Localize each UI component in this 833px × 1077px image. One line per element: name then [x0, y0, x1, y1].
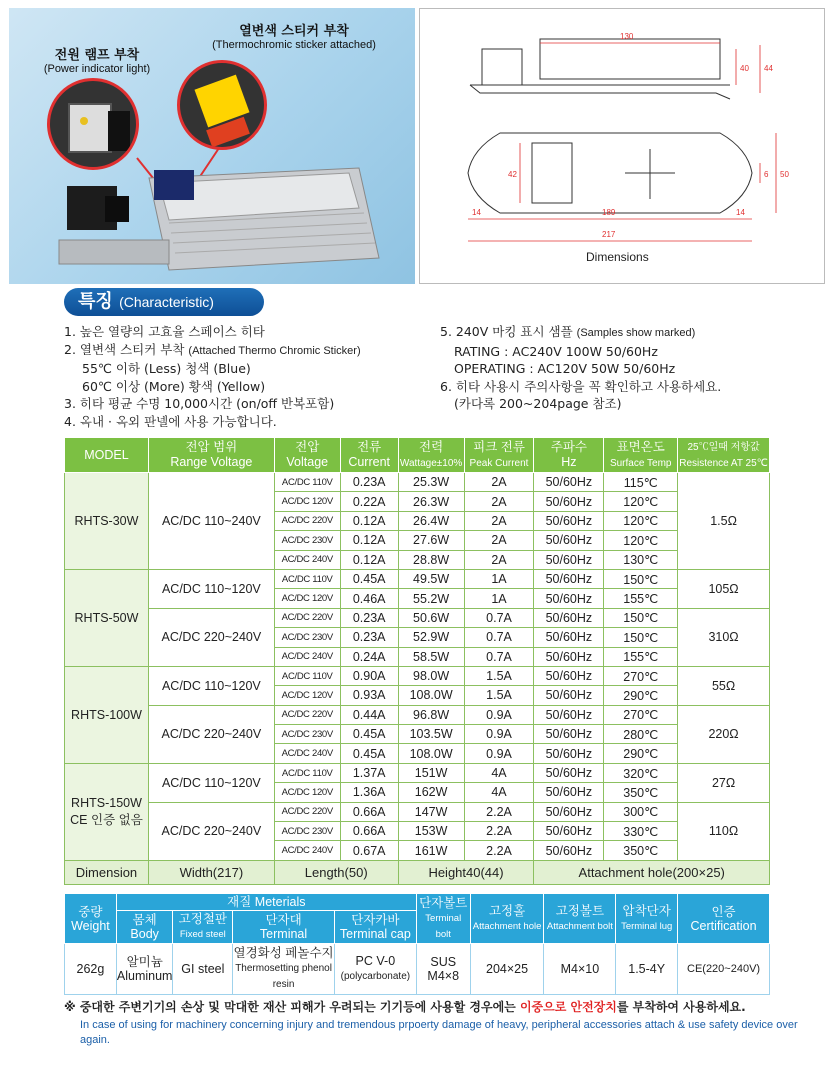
feature-5a: RATING : AC240V 100W 50/60Hz	[454, 343, 658, 359]
dim-14a: 14	[472, 208, 481, 217]
feature-6a: (카다록 200~204page 참조)	[454, 396, 622, 411]
features-right	[440, 323, 820, 413]
dimension-row: Dimension Width(217) Length(50) Height40(44) Attachment hole(200×25)	[65, 860, 770, 884]
table-row: AC/DC 120V 0.93A 108.0W 1.5A 50/60Hz 290℃	[65, 686, 770, 705]
sticker-label: 열변색 스티커 부착 (Thermochromic sticker attached)	[212, 24, 376, 51]
table-row: AC/DC 230V 0.45A 103.5W 0.9A 50/60Hz 280℃	[65, 725, 770, 744]
table-row: AC/DC 230V 0.12A 27.6W 2A 50/60Hz 120℃	[65, 531, 770, 550]
dim-44: 44	[764, 64, 773, 73]
feature-4: 4. 옥내 · 옥외 판넬에 사용 가능합니다.	[64, 413, 277, 429]
table-row: AC/DC 230V 0.23A 52.9W 0.7A 50/60Hz 150℃	[65, 628, 770, 647]
table-row: AC/DC 120V 0.22A 26.3W 2A 50/60Hz 120℃	[65, 492, 770, 511]
characteristic-title: 특징 (Characteristic)	[64, 288, 264, 316]
table-row: AC/DC 240V 0.45A 108.0W 0.9A 50/60Hz 290℃	[65, 744, 770, 763]
feature-2b: 60℃ 이상 (More) 황색 (Yellow)	[82, 378, 266, 394]
feature-2: 2. 열변색 스티커 부착 (Attached Thermo Chromic Sticker)	[64, 341, 361, 357]
warning-note: ※ 중대한 주변기기의 손상 및 막대한 재산 피해가 우려되는 기기등에 사용할 경우에는 이중으로 안전장치를 부착하여 사용하세요.	[64, 1000, 746, 1014]
table-row: RHTS-150W CE 인증 없음 AC/DC 110~120V AC/DC 110V 1.37A 151W 4A 50/60Hz 320℃ 27Ω	[65, 763, 770, 782]
dim-130: 130	[620, 32, 634, 41]
table-row: AC/DC 220V 0.12A 26.4W 2A 50/60Hz 120℃	[65, 511, 770, 530]
table-row: RHTS-100W AC/DC 110~120V AC/DC 110V 0.90A 98.0W 1.5A 50/60Hz 270℃ 55Ω	[65, 666, 770, 685]
dim-217: 217	[602, 230, 616, 239]
spec-table	[64, 437, 770, 885]
table-row: AC/DC 240V 0.24A 58.5W 0.7A 50/60Hz 155℃	[65, 647, 770, 666]
dim-50: 50	[780, 170, 789, 179]
lamp-label: 전원 램프 부착 (Power indicator light)	[43, 48, 151, 75]
feature-2a: 55℃ 이하 (Less) 청색 (Blue)	[82, 361, 251, 376]
materials-values: 262g 알미늄 Aluminum GI steel 열경화성 페놀수지 Thermosetting phenol resin PC V-0 (polycarbonate) SUS M4×8 204×25 M4×10 1.5-4Y CE(220~240V)	[65, 944, 770, 995]
dimensions-svg	[420, 9, 826, 285]
table-row: AC/DC 240V 0.67A 161W 2.2A 50/60Hz 350℃	[65, 841, 770, 860]
spec-header: MODEL 전압 범위 Range Voltage 전압 Voltage 전류 Current 전력 Wattage±10% 피크 전류 Peak Current 주파수 Hz 표면온도 Surface Temp 25℃일때 저항값 Resistence AT 25℃	[65, 438, 770, 473]
dim-189: 189	[602, 208, 616, 217]
materials-table	[64, 893, 770, 995]
table-row: RHTS-50W AC/DC 110~120V AC/DC 110V 0.45A 49.5W 1A 50/60Hz 150℃ 105Ω	[65, 569, 770, 588]
table-row: AC/DC 120V 0.46A 55.2W 1A 50/60Hz 155℃	[65, 589, 770, 608]
table-row: AC/DC 220~240V AC/DC 220V 0.66A 147W 2.2A 50/60Hz 300℃ 110Ω	[65, 802, 770, 821]
dim-6: 6	[764, 170, 769, 179]
dimensions-caption: Dimensions	[586, 250, 649, 264]
table-row: RHTS-30W AC/DC 110~240V AC/DC 110V 0.23A 25.3W 2A 50/60Hz 115℃ 1.5Ω	[65, 473, 770, 492]
feature-6: 6. 히타 사용시 주의사항을 꼭 확인하고 사용하세요.	[440, 378, 722, 394]
dimensions-drawing	[419, 8, 825, 284]
dim-42: 42	[508, 170, 517, 179]
materials-header-2: 몸체 Body 고정철판 Fixed steel 단자대 Terminal 단자카바 Terminal cap	[65, 911, 770, 944]
warning-note-en: In case of using for machinery concerning injury and tremendous prpoerty damage of heavy, peripheral accessories attach & use safety device over again.	[80, 1019, 798, 1046]
table-row: AC/DC 120V 1.36A 162W 4A 50/60Hz 350℃	[65, 783, 770, 802]
feature-3: 3. 히타 평균 수명 10,000시간 (on/off 반복포함)	[64, 396, 335, 411]
heater-drawing	[9, 8, 415, 284]
dim-14b: 14	[736, 208, 745, 217]
table-row: AC/DC 240V 0.12A 28.8W 2A 50/60Hz 130℃	[65, 550, 770, 569]
feature-1: 1. 높은 열량의 고효율 스페이스 히타	[64, 324, 265, 339]
dim-40: 40	[740, 64, 749, 73]
table-row: AC/DC 220~240V AC/DC 220V 0.44A 96.8W 0.9A 50/60Hz 270℃ 220Ω	[65, 705, 770, 724]
product-photo	[9, 8, 415, 284]
table-row: AC/DC 230V 0.66A 153W 2.2A 50/60Hz 330℃	[65, 822, 770, 841]
table-row: AC/DC 220~240V AC/DC 220V 0.23A 50.6W 0.7A 50/60Hz 150℃ 310Ω	[65, 608, 770, 627]
features-left	[64, 323, 434, 430]
materials-header-1: 중량 Weight 재질 Meterials 단자볼트 Terminal bolt 고정홀 Attachment hole 고정볼트 Attachment bolt 압착단자 Terminal lug 인증 Certification	[65, 894, 770, 911]
feature-5b: OPERATING : AC120V 50W 50/60Hz	[454, 361, 676, 376]
feature-5: 5. 240V 마킹 표시 샘플 (Samples show marked)	[440, 324, 696, 339]
